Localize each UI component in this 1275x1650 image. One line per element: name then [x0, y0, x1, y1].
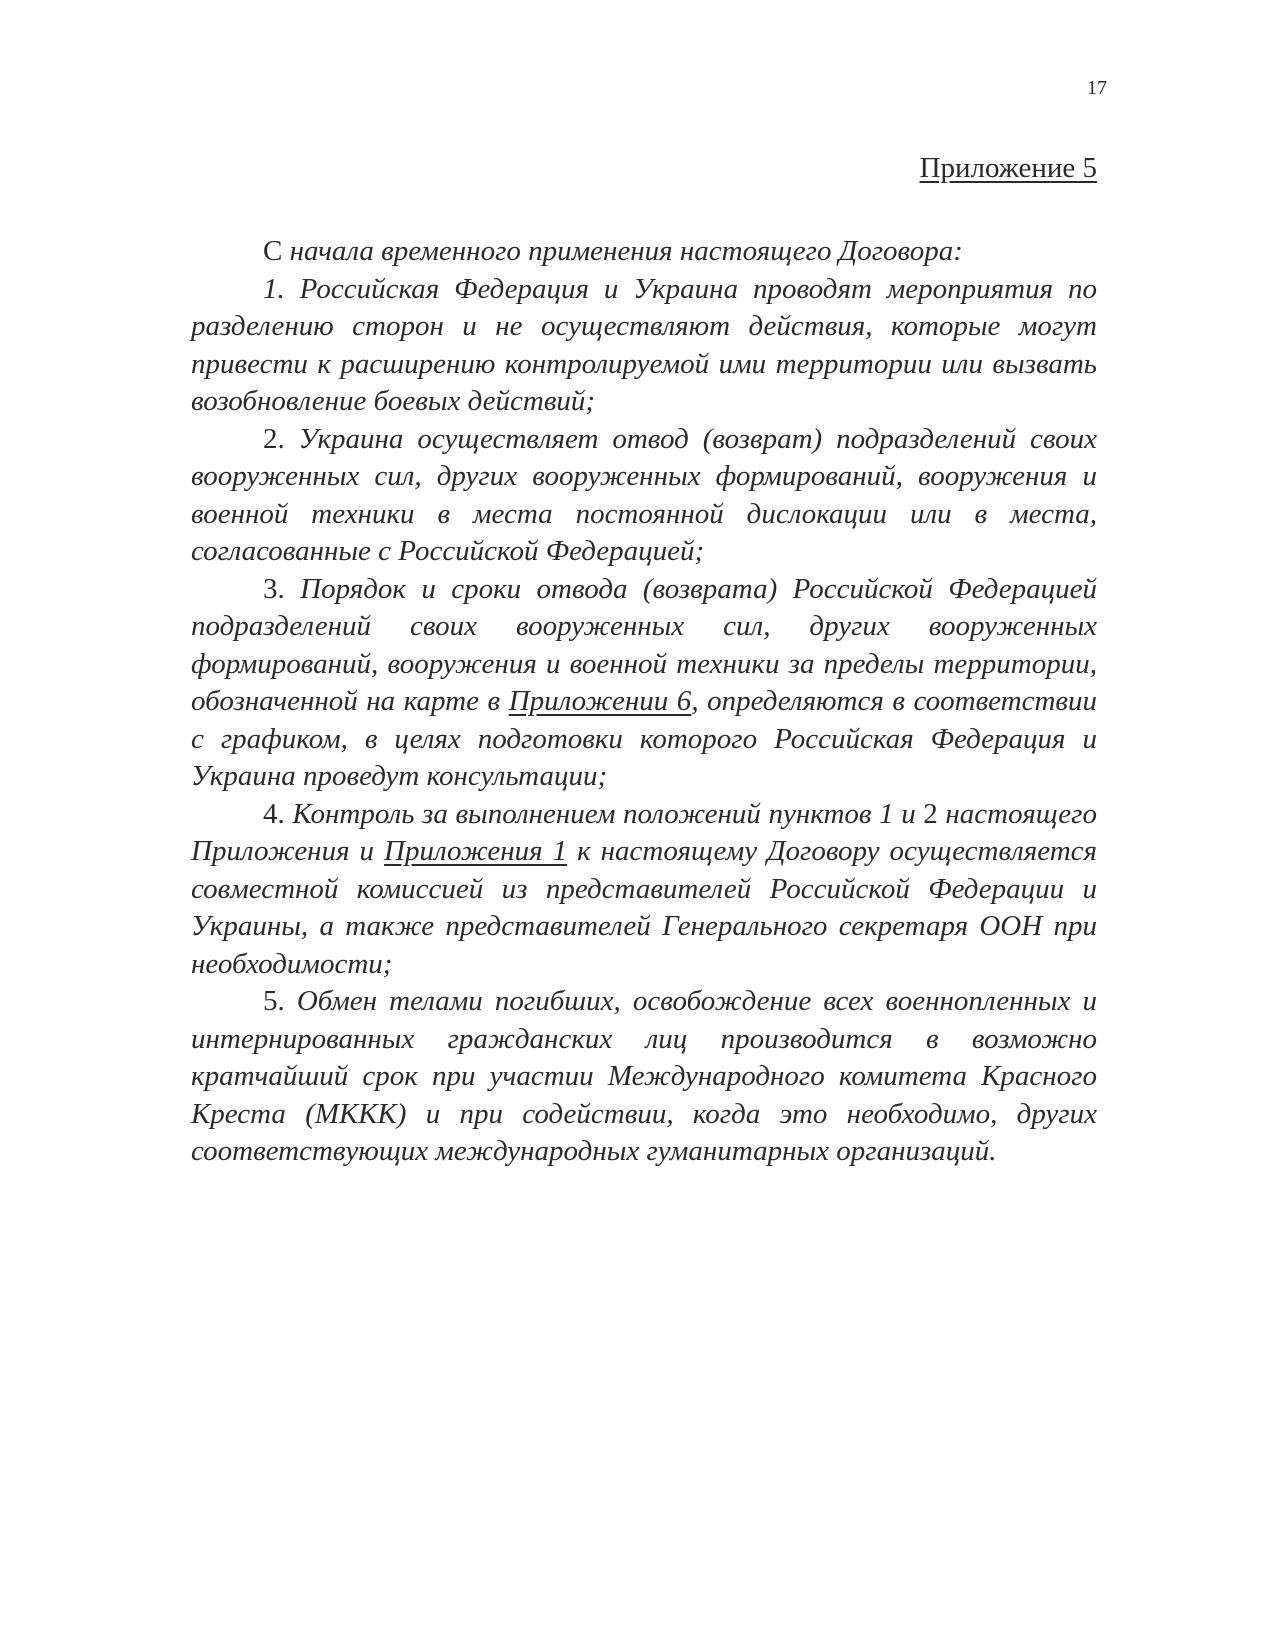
intro-paragraph [191, 233, 1097, 271]
appendix-1-reference: Приложения 1 [384, 835, 568, 867]
item-2 [191, 421, 1097, 571]
item-number: 1. [263, 272, 285, 305]
item-5 [191, 983, 1097, 1171]
appendix-6-reference: Приложении 6 [508, 685, 692, 717]
page-number: 17 [1087, 77, 1107, 99]
item-text: Обмен телами погибших, освобождение всех военнопленных и интернированных гражданских лиц производится в возможно кратчайший срок при участии Международного комитета Красного Креста (МККК) и при содействии, когда это необходимо, других соответствующих международных гуманитарных организаций. [191, 985, 1097, 1167]
item-4 [191, 796, 1097, 984]
intro-text: начала временного применения настоящего Договора: [282, 235, 963, 267]
item-text: Контроль за выполнением положений пунктов 1 и [284, 797, 924, 830]
document-body [191, 233, 1097, 1171]
item-text: Российская Федерация и Украина проводят мероприятия по разделению сторон и не осуществляют действия, которые могут привести к расширению контролируемой ими территории или вызвать возобновление боевых действий; [191, 272, 1097, 417]
intro-lead: С [263, 235, 283, 267]
item-3 [191, 571, 1097, 796]
item-text: к настоящему Договору осуществляется совместной комиссией из представителей Российской Федерации и Украины, а также представителей Генерального секретаря ООН при необходимости; [191, 835, 1097, 980]
item-text: Порядок и сроки отвода (возврата) Российской Федерацией подразделений своих вооруженных сил, других вооруженных формирований, вооружения и военной техники за пределы территории, обозначенной на карте в [191, 572, 1097, 717]
item-number: 4. [263, 797, 285, 830]
item-text: , определяются в соответствии с графиком, в целях подготовки которого Российская Федерация и Украина проведут консультации; [191, 685, 1097, 792]
item-text: Украина осуществляет отвод (возврат) подразделений своих вооруженных сил, других вооруженных формирований, вооружения и военной техники в места постоянной дислокации или в места, согласованные с Российской Федерацией; [191, 422, 1097, 567]
item-number: 3. [263, 572, 285, 605]
item-text: настоящего Приложения и [191, 797, 1097, 867]
item-1 [191, 271, 1097, 421]
item-number: 2. [263, 422, 285, 455]
appendix-title: Приложение 5 [919, 152, 1097, 184]
item-point-number: 2 [923, 797, 938, 830]
item-number: 5. [263, 985, 285, 1017]
